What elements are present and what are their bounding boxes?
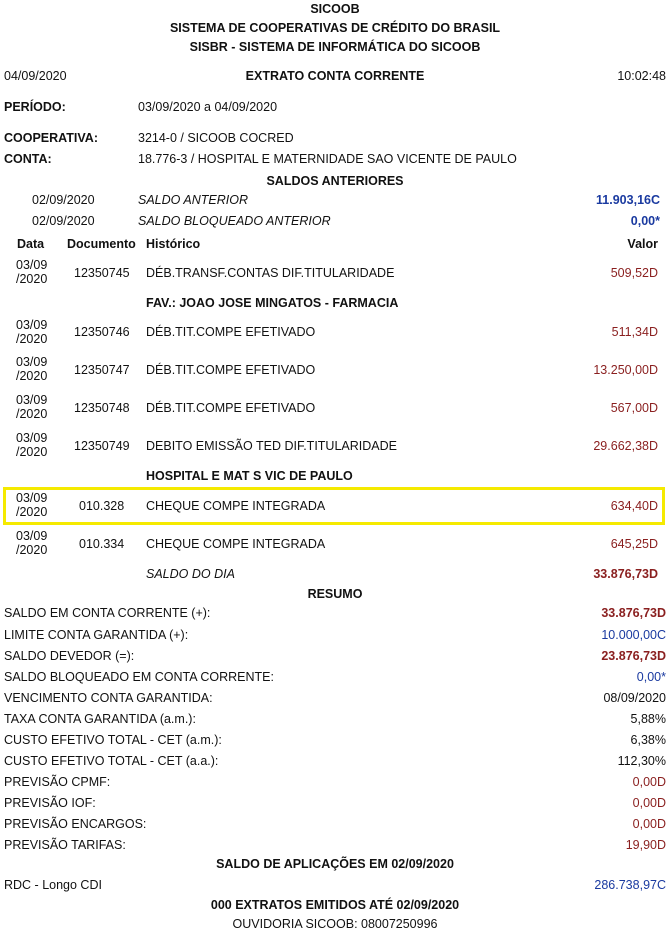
row1-value: 509,52D	[610, 266, 658, 280]
row6-hist: CHEQUE COMPE INTEGRADA	[146, 499, 326, 513]
resumo-cet-am-label: CUSTO EFETIVO TOTAL - CET (a.m.):	[4, 733, 222, 747]
resumo-cet-am-value: 6,38%	[630, 733, 666, 747]
resumo-saldo-cc-label: SALDO EM CONTA CORRENTE (+):	[4, 606, 211, 620]
resumo-tarifas-label: PREVISÃO TARIFAS:	[4, 838, 126, 852]
saldos-anteriores-title: SALDOS ANTERIORES	[266, 174, 404, 188]
resumo-encargos-label: PREVISÃO ENCARGOS:	[4, 817, 147, 831]
row4-hist: DÉB.TIT.COMPE EFETIVADO	[146, 401, 316, 415]
resumo-limite-label: LIMITE CONTA GARANTIDA (+):	[4, 628, 189, 642]
header-sisbr: SISBR - SISTEMA DE INFORMÁTICA DO SICOOB	[189, 40, 481, 54]
resumo-saldo-devedor-label: SALDO DEVEDOR (=):	[4, 649, 135, 663]
resumo-bloqueado-value: 0,00*	[636, 670, 666, 684]
resumo-tarifas-value: 19,90D	[625, 838, 666, 852]
saldo-anterior-date: 02/09/2020	[32, 193, 95, 207]
row2-value: 511,34D	[611, 325, 658, 339]
row6-value: 634,40D	[610, 499, 658, 513]
row4-value: 567,00D	[610, 401, 658, 415]
resumo-cpmf-value: 0,00D	[632, 775, 666, 789]
resumo-cpmf-label: PREVISÃO CPMF:	[4, 775, 111, 789]
row6-date: 03/09 /2020	[16, 491, 48, 519]
header-system-name: SISTEMA DE COOPERATIVAS DE CRÉDITO DO BRASIL	[169, 21, 501, 35]
row7-value: 645,25D	[610, 537, 658, 551]
col-header-historico: Histórico	[146, 237, 201, 251]
report-time: 10:02:48	[617, 69, 666, 83]
resumo-taxa-label: TAXA CONTA GARANTIDA (a.m.):	[4, 712, 196, 726]
resumo-saldo-cc-value: 33.876,73D	[601, 606, 666, 620]
resumo-encargos-value: 0,00D	[632, 817, 666, 831]
periodo-value: 03/09/2020 a 04/09/2020	[138, 100, 278, 114]
row2-hist: DÉB.TIT.COMPE EFETIVADO	[146, 325, 316, 339]
report-date: 04/09/2020	[4, 69, 67, 83]
col-header-documento: Documento	[67, 237, 136, 251]
row7-doc: 010.334	[79, 537, 125, 551]
cooperativa-value: 3214-0 / SICOOB COCRED	[138, 131, 294, 145]
row6-doc: 010.328	[79, 499, 125, 513]
resumo-taxa-value: 5,88%	[630, 712, 666, 726]
row4-doc: 12350748	[74, 401, 130, 415]
col-header-valor: Valor	[627, 237, 658, 251]
row5-value: 29.662,38D	[593, 439, 658, 453]
row1-hist: DÉB.TRANSF.CONTAS DIF.TITULARIDADE	[146, 266, 395, 280]
row3-date: 03/09 /2020	[16, 355, 48, 383]
row4-date: 03/09 /2020	[16, 393, 48, 421]
aplicacoes-label: RDC - Longo CDI	[4, 878, 102, 892]
saldo-anterior-value: 11.903,16C	[596, 193, 660, 207]
saldo-do-dia-label: SALDO DO DIA	[146, 567, 235, 581]
row7-hist: CHEQUE COMPE INTEGRADA	[146, 537, 326, 551]
row5-hist: DEBITO EMISSÃO TED DIF.TITULARIDADE	[146, 439, 397, 453]
conta-label: CONTA:	[4, 152, 52, 166]
saldo-bloqueado-anterior-value: 0,00*	[630, 214, 660, 228]
resumo-limite-value: 10.000,00C	[601, 628, 666, 642]
col-header-data: Data	[17, 237, 45, 251]
resumo-iof-value: 0,00D	[632, 796, 666, 810]
footer-ouvidoria: OUVIDORIA SICOOB: 08007250996	[232, 917, 438, 931]
saldo-anterior-label: SALDO ANTERIOR	[138, 193, 248, 207]
row3-value: 13.250,00D	[593, 363, 658, 377]
resumo-cet-aa-label: CUSTO EFETIVO TOTAL - CET (a.a.):	[4, 754, 219, 768]
row7-date: 03/09 /2020	[16, 529, 48, 557]
saldo-bloqueado-anterior-date: 02/09/2020	[32, 214, 95, 228]
row1-date: 03/09 /2020	[16, 258, 48, 286]
resumo-vencimento-label: VENCIMENTO CONTA GARANTIDA:	[4, 691, 213, 705]
row5-doc: 12350749	[74, 439, 130, 453]
row3-doc: 12350747	[74, 363, 130, 377]
aplicacoes-title: SALDO DE APLICAÇÕES EM 02/09/2020	[216, 857, 454, 871]
row1-doc: 12350745	[74, 266, 130, 280]
resumo-saldo-devedor-value: 23.876,73D	[601, 649, 666, 663]
row2-date: 03/09 /2020	[16, 318, 48, 346]
footer-extratos: 000 EXTRATOS EMITIDOS ATÉ 02/09/2020	[210, 898, 460, 912]
header-sicoob: SICOOB	[310, 2, 360, 16]
row2-doc: 12350746	[74, 325, 130, 339]
subheader-hospital: HOSPITAL E MAT S VIC DE PAULO	[146, 469, 353, 483]
resumo-iof-label: PREVISÃO IOF:	[4, 796, 96, 810]
cooperativa-label: COOPERATIVA:	[4, 131, 98, 145]
resumo-bloqueado-label: SALDO BLOQUEADO EM CONTA CORRENTE:	[4, 670, 274, 684]
aplicacoes-value: 286.738,97C	[594, 878, 666, 892]
conta-value: 18.776-3 / HOSPITAL E MATERNIDADE SAO VICENTE DE PAULO	[138, 152, 517, 166]
resumo-title: RESUMO	[307, 587, 363, 601]
periodo-label: PERÍODO:	[4, 100, 66, 114]
saldo-bloqueado-anterior-label: SALDO BLOQUEADO ANTERIOR	[138, 214, 331, 228]
report-title: EXTRATO CONTA CORRENTE	[245, 69, 425, 83]
resumo-vencimento-value: 08/09/2020	[603, 691, 666, 705]
row3-hist: DÉB.TIT.COMPE EFETIVADO	[146, 363, 316, 377]
subheader-farmacia: FAV.: JOAO JOSE MINGATOS - FARMACIA	[146, 296, 399, 310]
saldo-do-dia-value: 33.876,73D	[593, 567, 658, 581]
resumo-cet-aa-value: 112,30%	[617, 754, 666, 768]
row5-date: 03/09 /2020	[16, 431, 48, 459]
